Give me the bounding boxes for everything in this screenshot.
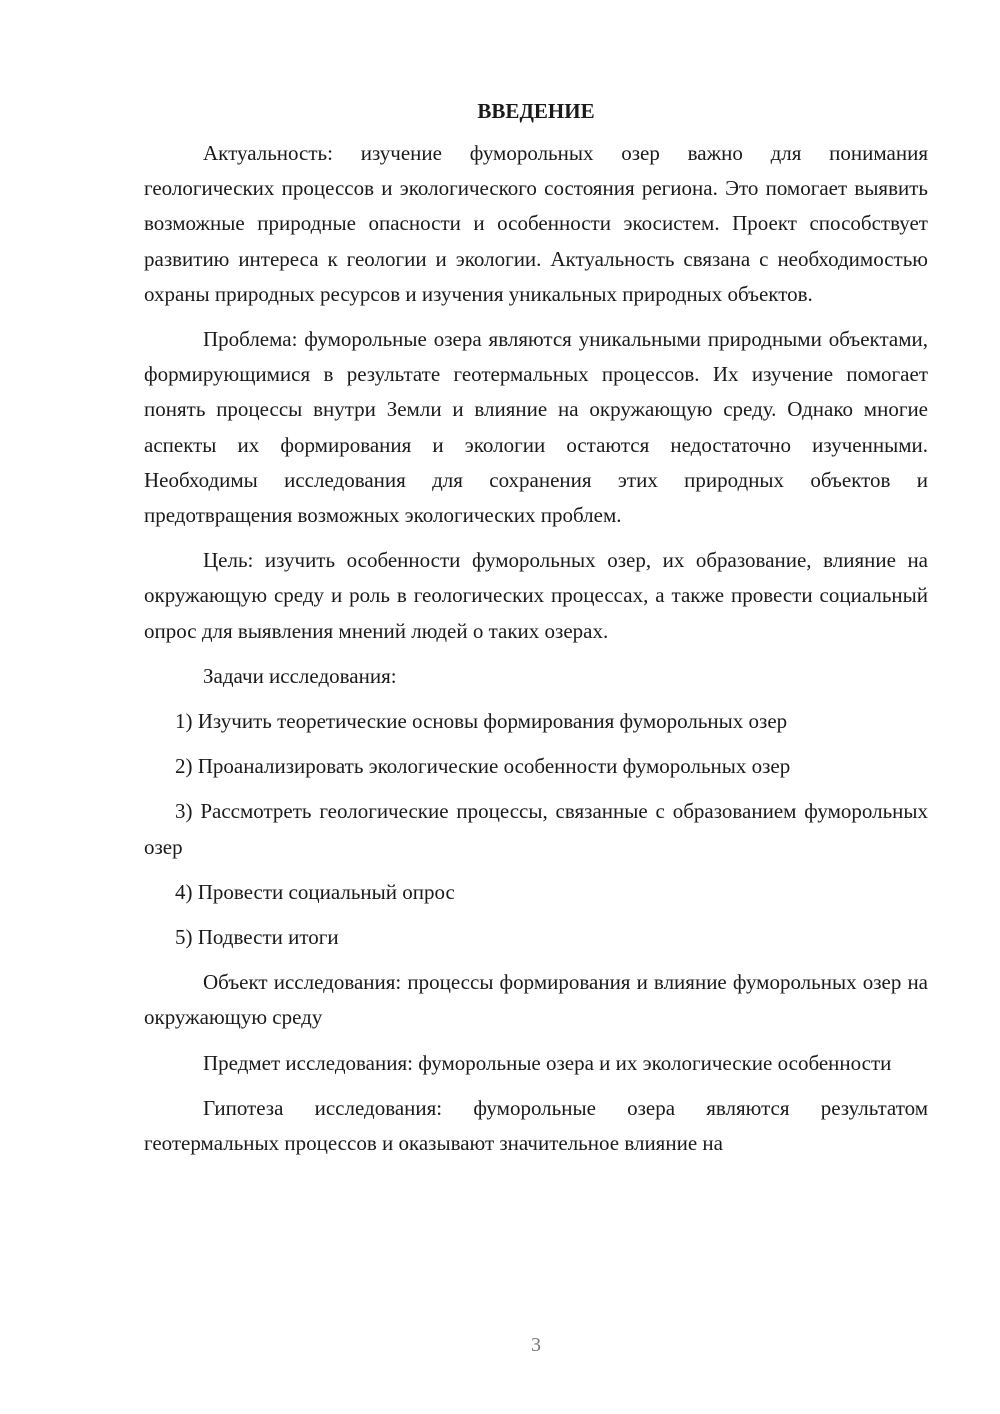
page-number: 3 bbox=[531, 1334, 541, 1356]
problem-paragraph: Проблема: фуморольные озера являются уникальными природными объектами, формирующимися в результате геотермальных процессов. Их изучение помогает понять процессы внутри Земли и влияние на окружающую среду. Однако многие аспекты их формирования и экологии остаются недостаточно изученными. Необходимы исследования для сохранения этих природных объектов и предотвращения возможных экологических проблем. bbox=[144, 327, 928, 528]
task-item-4: 4) Провести социальный опрос bbox=[175, 879, 455, 904]
tasks-heading: Задачи исследования: bbox=[203, 663, 397, 688]
task-item-2: 2) Проанализировать экологические особенности фуморольных озер bbox=[175, 754, 791, 779]
relevance-paragraph: Актуальность: изучение фуморольных озер важно для понимания геологических процессов и экологического состояния региона. Это помогает выявить возможные природные опасности и особенности экосистем. Проект способствует развитию интереса к геологии и экологии. Актуальность связана с необходимостью охраны природных ресурсов и изучения уникальных природных объектов. bbox=[144, 141, 928, 306]
goal-paragraph: Цель: изучить особенности фуморольных озер, их образование, влияние на окружающую среду и роль в геологических процессах, а также провести социальный опрос для выявления мнений людей о таких озерах. bbox=[144, 548, 928, 643]
section-heading: ВВЕДЕНИЕ bbox=[477, 99, 595, 123]
task-item-5: 5) Подвести итоги bbox=[175, 925, 339, 950]
subject-paragraph: Предмет исследования: фуморольные озера и их экологические особенности bbox=[203, 1050, 892, 1075]
task-item-1: 1) Изучить теоретические основы формирования фуморольных озер bbox=[175, 709, 788, 734]
hypothesis-paragraph: Гипотеза исследования: фуморольные озера являются результатом геотермальных процессов и оказывают значительное влияние на bbox=[144, 1095, 928, 1156]
task-item-3: 3) Рассмотреть геологические процессы, связанные с образованием фуморольных озер bbox=[144, 799, 928, 859]
page-content bbox=[144, 96, 928, 1171]
object-paragraph: Объект исследования: процессы формирования и влияние фуморольных озер на окружающую среду bbox=[144, 970, 928, 1030]
